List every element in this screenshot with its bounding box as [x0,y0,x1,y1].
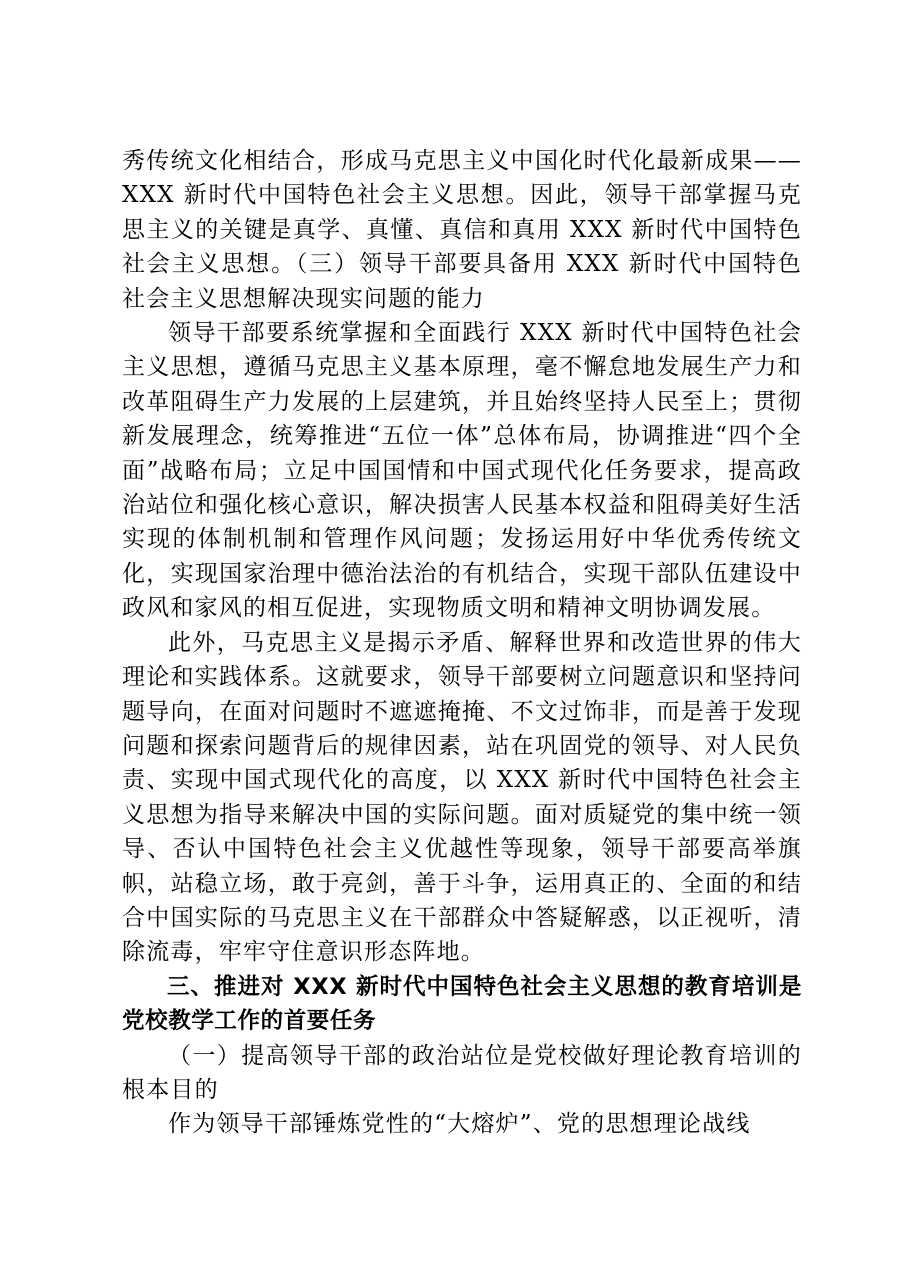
subsection-heading-one: （一）提高领导干部的政治站位是党校做好理论教育培训的根本目的 [122,1042,802,1103]
paragraph-continuation: 秀传统文化相结合，形成马克思主义中国化时代化最新成果——XXX 新时代中国特色社会主义思想。因此，领导干部掌握马克思主义的关键是真学、真懂、真信和真用 XXX 新时代中国特色社会主义思想。（三）领导干部要具备用 XXX 新时代中国特色社会主义思想解决现实问题的能力 [122,148,802,312]
section-heading-three: 三、推进对 XXX 新时代中国特色社会主义思想的教育培训是党校教学工作的首要任务 [122,973,802,1035]
paragraph-party-school: 作为领导干部锤炼党性的“大熔炉”、党的思想理论战线 [168,1111,751,1138]
paragraph-leaders-practice: 领导干部要系统掌握和全面践行 XXX 新时代中国特色社会主义思想，遵循马克思主义基本原理，毫不懈怠地发展生产力和改革阻碍生产力发展的上层建筑，并且始终坚持人民至上；贯彻新发展理念，统筹推进“五位一体”总体布局，协调推进“四个全面”战略布局；立足中国国情和中国式现代化任务要求，提高政治站位和强化核心意识，解决损害人民基本权益和阻碍美好生活实现的体制机制和管理作风问题；发扬运用好中华优秀传统文化，实现国家治理中德治法治的有机结合，实现干部队伍建设中政风和家风的相互促进，实现物质文明和精神文明协调发展。 [122,320,802,622]
document-body [122,144,802,1142]
paragraph-marxism-problems: 此外，马克思主义是揭示矛盾、解释世界和改造世界的伟大理论和实践体系。这就要求，领导干部要树立问题意识和坚持问题导向，在面对问题时不遮遮掩掩、不文过饰非，而是善于发现问题和探索问题背后的规律因素，站在巩固党的领导、对人民负责、实现中国式现代化的高度，以 XXX 新时代中国特色社会主义思想为指导来解决中国的实际问题。面对质疑党的集中统一领导、否认中国特色社会主义优越性等现象，领导干部要高举旗帜，站稳立场，敢于亮剑，善于斗争，运用真正的、全面的和结合中国实际的马克思主义在干部群众中答疑解惑，以正视听，清除流毒，牢牢守住意识形态阵地。 [122,629,802,966]
